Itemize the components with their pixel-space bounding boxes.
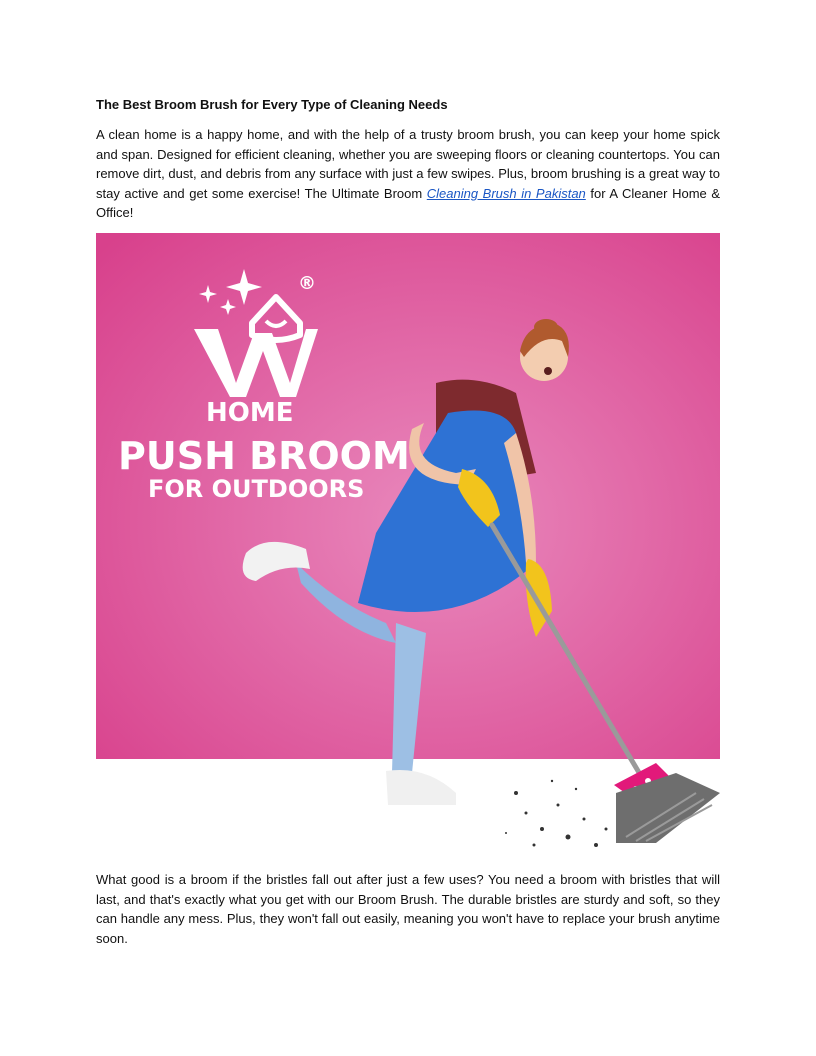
banner-title: PUSH BROOM <box>118 434 410 478</box>
product-banner-image <box>96 233 720 857</box>
brand-name: HOME <box>206 398 294 428</box>
intro-text-end: for A Cleaner Home & Office! <box>96 185 721 221</box>
intro-paragraph <box>96 125 720 223</box>
document-heading: The Best Broom Brush for Every Type of Cleaning Needs <box>96 97 448 112</box>
intro-text: A clean home is a happy home, and with the help of a trusty broom brush, you can keep your home spick and span. Designed for efficient cleaning, whether you are sweeping floors or cleaning countertops. You can remove dirt, dust, and debris from any surface with just a few swipes. Plus, broom brushing is a great way to stay active and get some exercise! The Ultimate Broom <box>96 127 720 201</box>
durability-paragraph: What good is a broom if the bristles fall out after just a few uses? You need a broom with bristles that will last, and that's exactly what you get with our Broom Brush. The durable bristles are sturdy and soft, so they can handle any mess. Plus, they won't fall out easily, meaning you won't have to replace your brush anytime soon. <box>96 872 720 946</box>
cleaning-brush-link[interactable]: Cleaning Brush in Pakistan <box>426 185 586 201</box>
registered-mark: ® <box>298 273 316 294</box>
banner-subtitle: FOR OUTDOORS <box>148 475 365 503</box>
